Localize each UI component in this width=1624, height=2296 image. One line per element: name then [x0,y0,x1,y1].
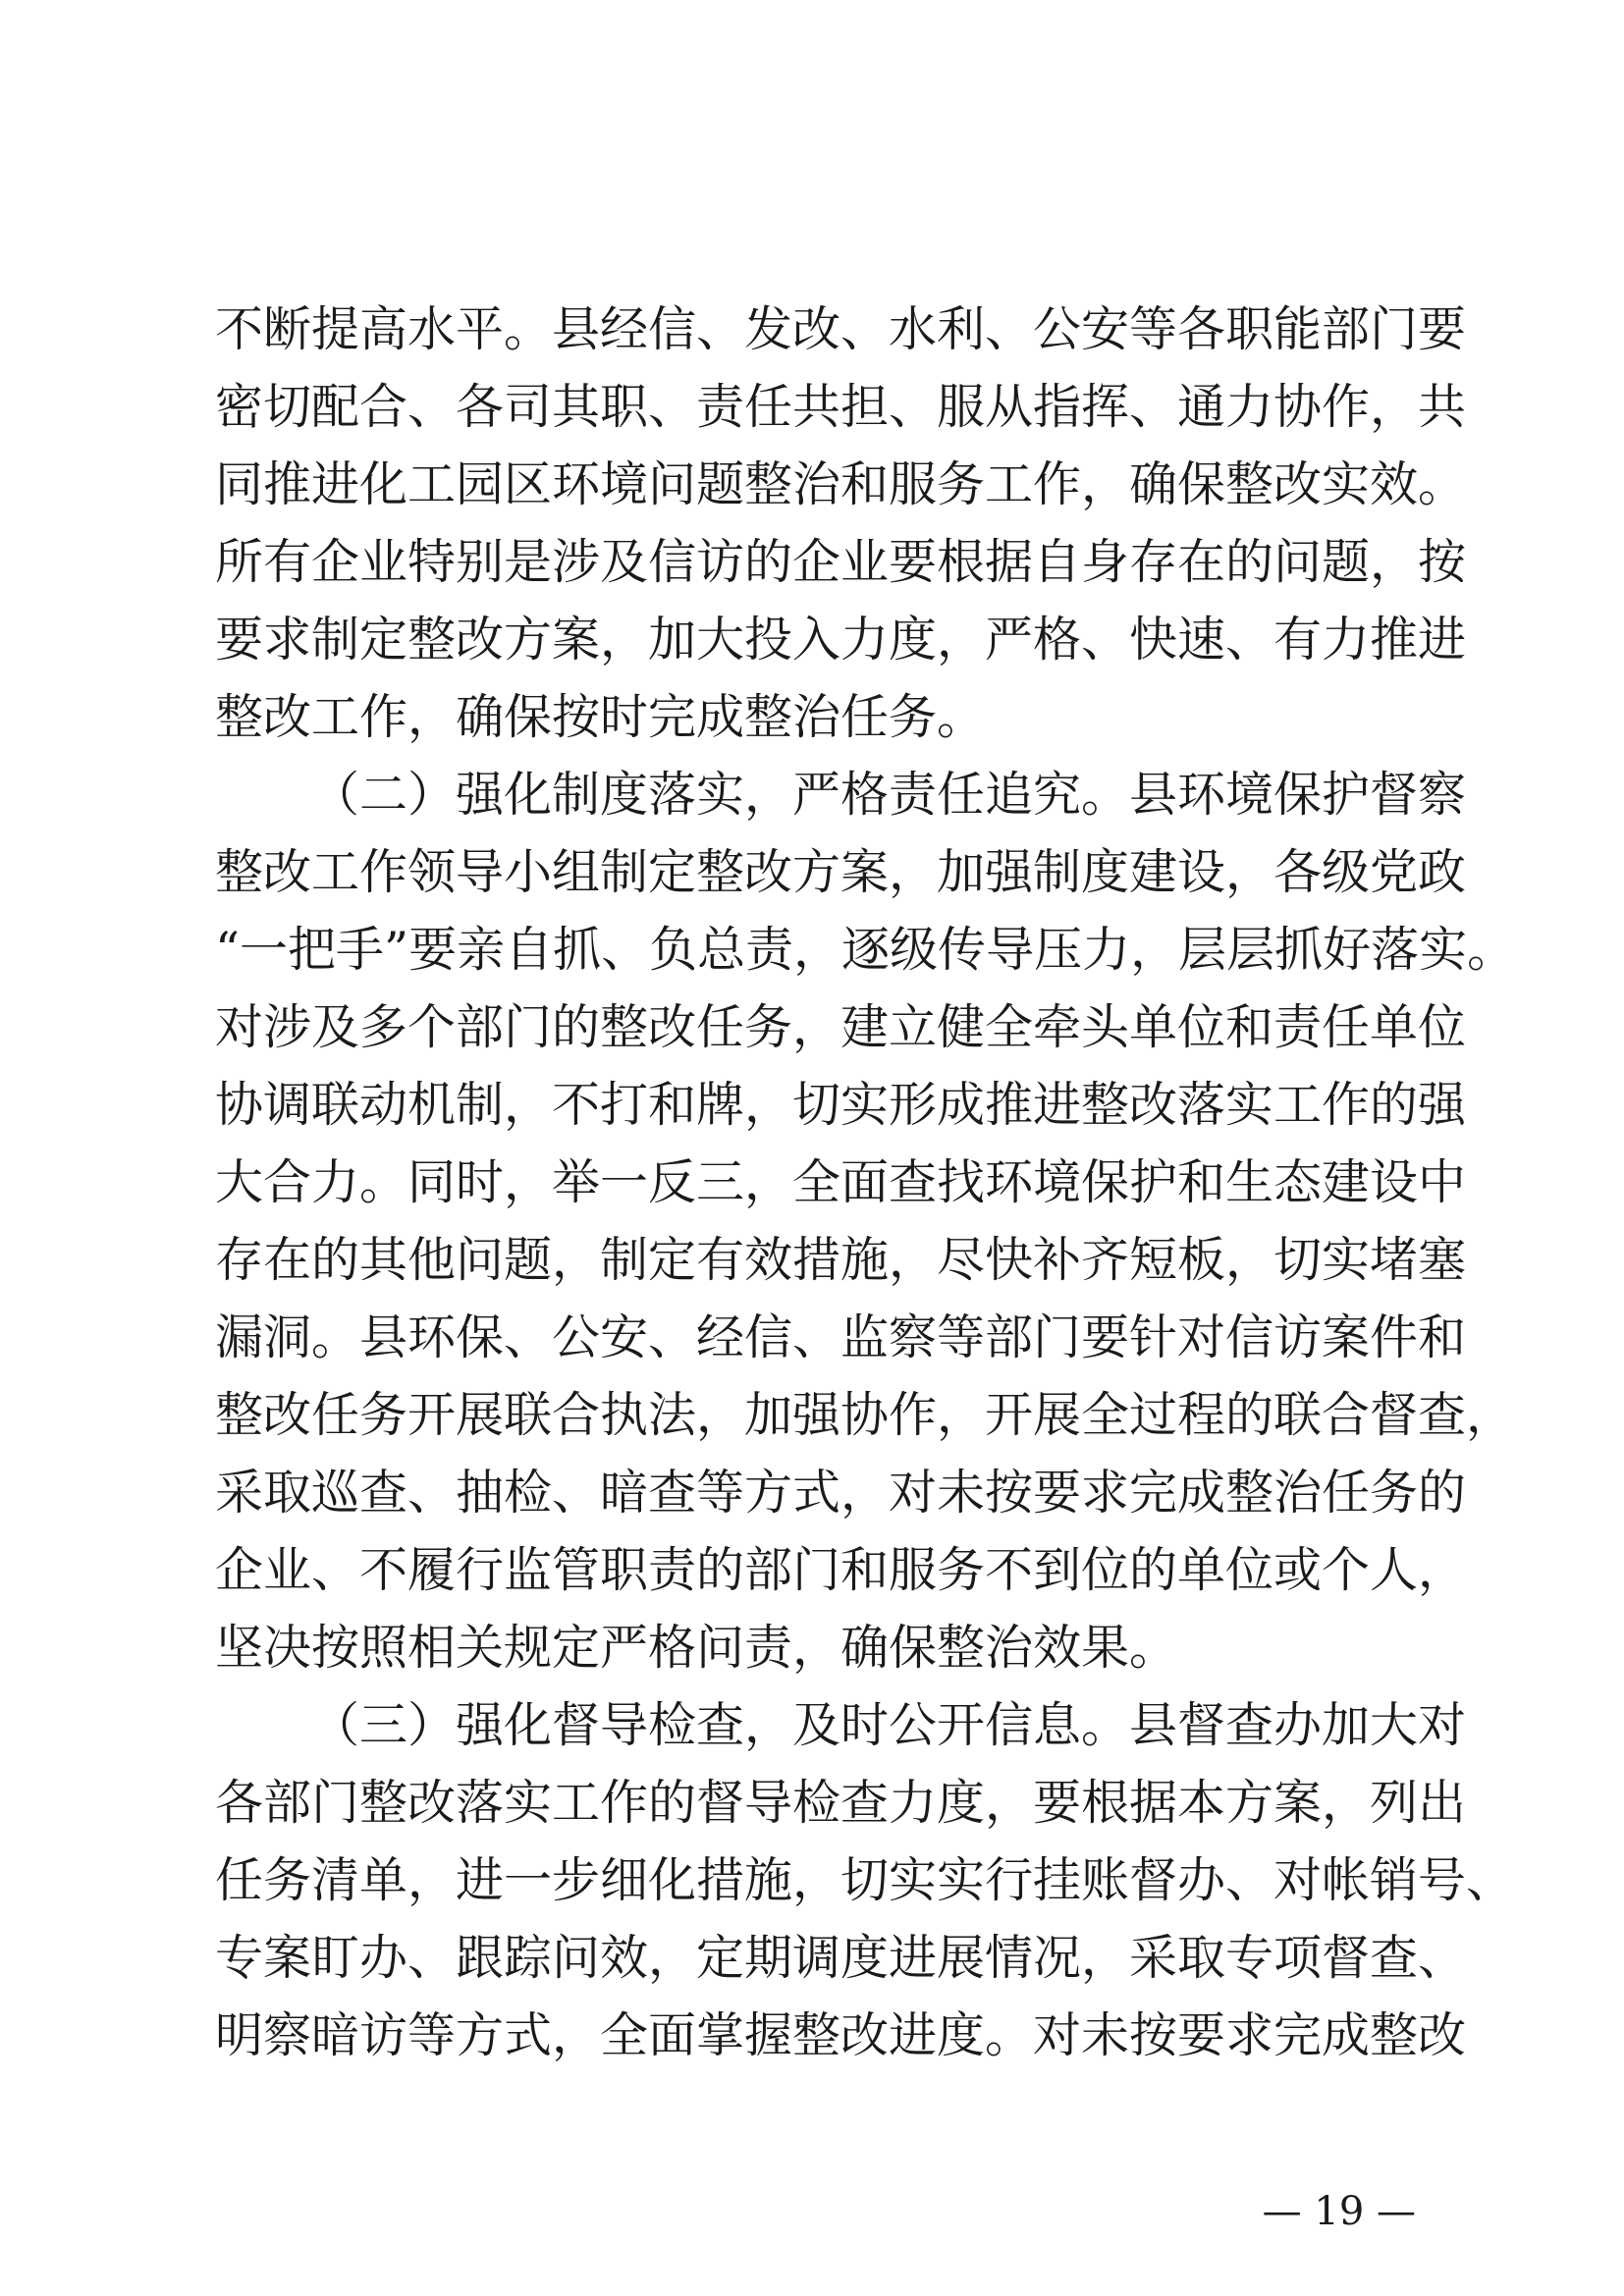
text-line: 采取巡查、抽检、暗查等方式，对未按要求完成整治任务的 [215,1465,1467,1521]
text-line: 整改任务开展联合执法，加强协作，开展全过程的联合督查， [215,1387,1515,1443]
text-line: 对涉及多个部门的整改任务，建立健全牵头单位和责任单位 [215,999,1467,1055]
text-line: 专案盯办、跟踪问效，定期调度进展情况，采取专项督查、 [215,1930,1467,1986]
page-number: — 19 — [1262,2189,1416,2234]
text-line: “一把手”要亲自抓、负总责，逐级传导压力，层层抓好落实。 [215,922,1516,978]
text-line: 整改工作领导小组制定整改方案，加强制度建设，各级党政 [215,844,1467,900]
text-line: 漏洞。县环保、公安、经信、监察等部门要针对信访案件和 [215,1309,1467,1365]
text-line: 要求制定整改方案，加大投入力度，严格、快速、有力推进 [215,612,1467,667]
body-text [215,291,1516,2074]
text-line: 坚决按照相关规定严格问责，确保整治效果。 [215,1620,1178,1676]
text-line: 各部门整改落实工作的督导检查力度，要根据本方案，列出 [215,1775,1467,1831]
text-line: 同推进化工园区环境问题整治和服务工作，确保整改实效。 [215,456,1467,512]
text-line: 企业、不履行监管职责的部门和服务不到位的单位或个人， [215,1542,1467,1598]
text-line: 大合力。同时，举一反三，全面查找环境保护和生态建设中 [215,1154,1467,1210]
text-line: 协调联动机制，不打和牌，切实形成推进整改落实工作的强 [215,1077,1467,1133]
section-heading-line: （三）强化督导检查，及时公开信息。县督查办加大对 [311,1697,1467,1753]
section-heading-line: （二）强化制度落实，严格责任追究。县环境保护督察 [311,767,1467,823]
text-line: 整改工作，确保按时完成整治任务。 [215,689,986,745]
text-line: 明察暗访等方式，全面掌握整改进度。对未按要求完成整改 [215,2007,1467,2063]
text-line: 密切配合、各司其职、责任共担、服从指挥、通力协作，共 [215,379,1467,435]
text-line: 所有企业特别是涉及信访的企业要根据自身存在的问题，按 [215,534,1467,590]
text-line: 存在的其他问题，制定有效措施，尽快补齐短板，切实堵塞 [215,1232,1467,1288]
text-line: 任务清单，进一步细化措施，切实实行挂账督办、对帐销号、 [215,1852,1515,1908]
text-line: 不断提高水平。县经信、发改、水利、公安等各职能部门要 [215,301,1467,357]
